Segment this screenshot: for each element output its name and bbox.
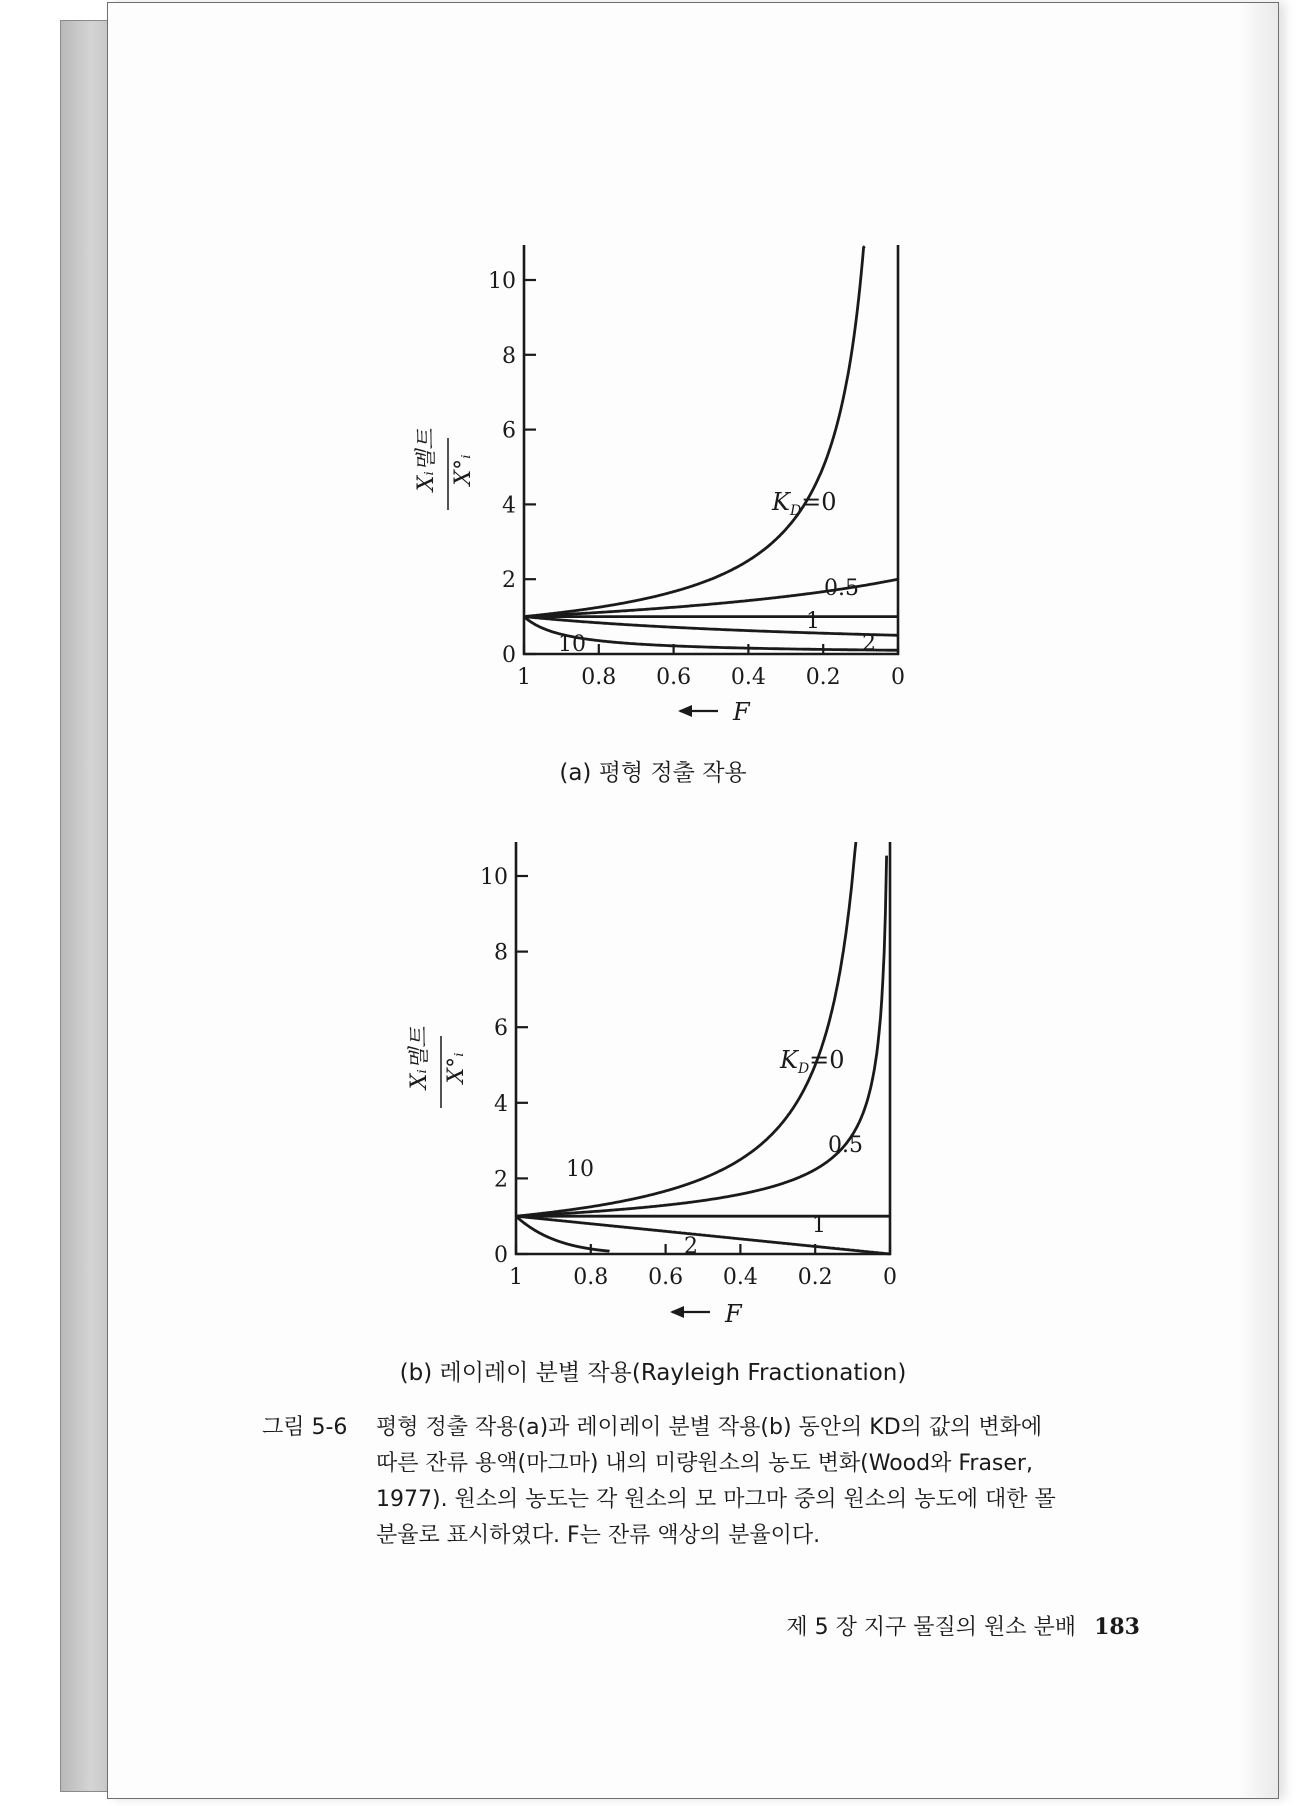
chart-a-xtick-label: 0.2	[805, 665, 841, 690]
chart-b-curve-label-0-5: 0.5	[828, 1133, 863, 1158]
chart-a-curve-label-2: 2	[862, 631, 876, 656]
chart-a-ytick-label: 10	[488, 269, 516, 294]
chapter-title: 제 5 장 지구 물질의 원소 분배	[786, 1615, 1077, 1640]
chart-a-xtick-label: 0.4	[730, 665, 766, 690]
chart-b-xlabel-text: F	[725, 1300, 742, 1328]
chart-b-curve-label-2: 2	[684, 1234, 698, 1259]
chart-b-ytick-label: 10	[480, 865, 508, 890]
chart-b-caption: (b) 레이레이 분별 작용(Rayleigh Fractionation)	[399, 1360, 907, 1386]
chart-a-xlabel-text: F	[733, 698, 750, 726]
chart-b-ytick-label: 4	[494, 1091, 508, 1117]
figure-caption-line: 1977). 원소의 농도는 각 원소의 모 마그마 중의 원소의 농도에 대한 몰	[376, 1487, 1056, 1512]
page-number: 183	[1094, 1614, 1140, 1640]
chart-a-ytick-label: 4	[502, 493, 516, 519]
chart-a-curve-label-10: 10	[558, 632, 586, 657]
figure-caption-line: 분율로 표시하였다. F는 잔류 액상의 분율이다.	[376, 1523, 821, 1548]
chart-a-curve-label-0-5: 0.5	[824, 576, 859, 601]
chart-b-curve-label-10: 10	[566, 1157, 594, 1182]
chart-a-xtick-label: 0	[891, 665, 905, 690]
figure-caption-text	[376, 1410, 1146, 1554]
chart-a-ylabel-numerator: Xᵢ멜트	[414, 428, 439, 492]
chart-a-xtick-label: 0.8	[581, 665, 617, 690]
book-spine-edge	[60, 20, 112, 1792]
chart-b-kd-label: $K_D=0$	[780, 1046, 845, 1077]
chart-b-ytick-label: 6	[494, 1016, 508, 1042]
chart-a-ytick-label: 2	[502, 568, 516, 594]
chart-a-xtick-label: 1	[517, 665, 531, 690]
chart-b-ytick-label: 0	[494, 1243, 508, 1268]
chart-b-xtick-label: 0.2	[797, 1265, 833, 1290]
chart-a-curve-label-1: 1	[806, 609, 820, 634]
chart-a-ytick-label: 0	[502, 643, 516, 668]
chart-b-curve-label-1: 1	[812, 1213, 826, 1238]
chart-a-ylabel-denominator: X°ᵢ	[451, 454, 476, 486]
page-footer	[770, 1610, 1140, 1641]
chart-a-ytick-label: 8	[502, 343, 516, 369]
figure-label: 그림 5-6	[262, 1415, 348, 1440]
chart-b-ytick-label: 2	[494, 1167, 508, 1193]
chart-a-xtick-label: 0.6	[656, 665, 692, 690]
chart-b-xtick-label: 0.4	[722, 1265, 758, 1290]
chart-b-xtick-label: 0	[883, 1265, 897, 1290]
chart-b-ylabel-denominator: X°ᵢ	[444, 1052, 469, 1084]
chart-a-kd-label: $K_D=0$	[772, 488, 837, 519]
chart-b-xtick-label: 0.6	[648, 1265, 684, 1290]
figure-caption-line: 평형 정출 작용(a)과 레이레이 분별 작용(b) 동안의 KD의 값의 변화에	[376, 1415, 1043, 1440]
chart-b-xtick-label: 0.8	[573, 1265, 609, 1290]
page-shadow	[1238, 3, 1278, 1798]
chart-a-caption: (a) 평형 정출 작용	[559, 760, 747, 786]
chart-a-ytick-label: 6	[502, 418, 516, 444]
chart-b-xtick-label: 1	[509, 1265, 523, 1290]
figure-caption-line: 따른 잔류 용액(마그마) 내의 미량원소의 농도 변화(Wood와 Fraser,	[376, 1451, 1033, 1476]
chart-b-ylabel-numerator: Xᵢ멜트	[407, 1026, 432, 1090]
chart-b-ytick-label: 8	[494, 940, 508, 966]
